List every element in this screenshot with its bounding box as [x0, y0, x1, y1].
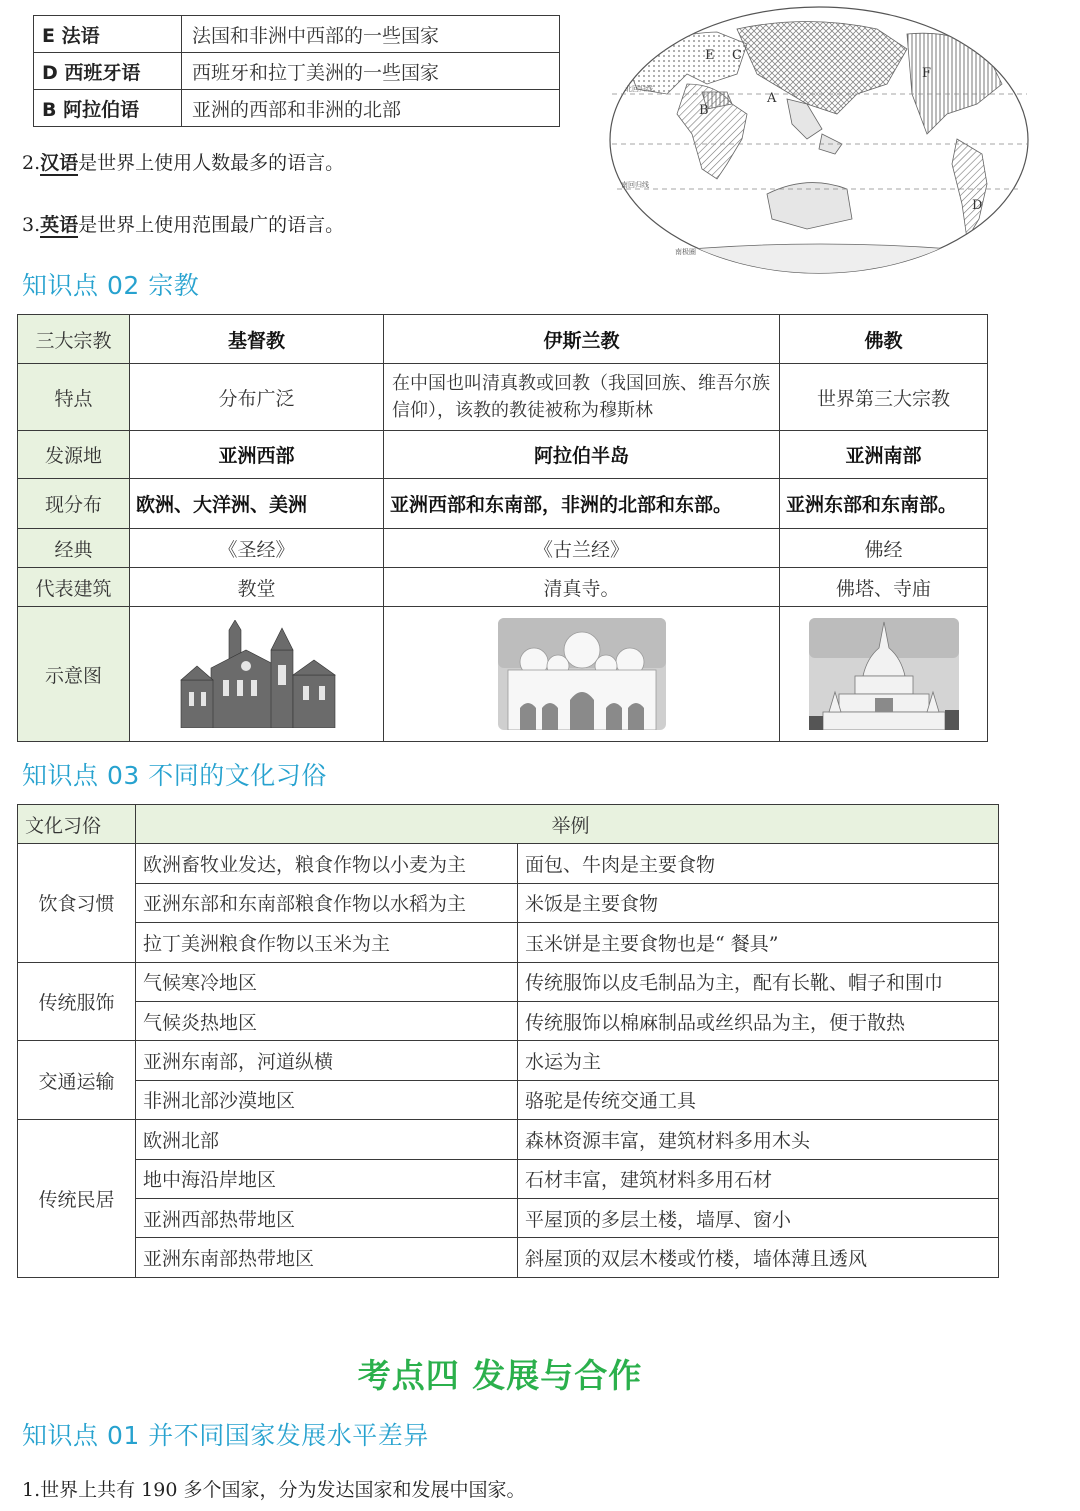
closing-paragraph: 1.世界上共有 190 多个国家，分为发达国家和发展中国家。: [22, 1479, 526, 1501]
row-header: 代表建筑: [18, 568, 130, 607]
table-cell: 阿拉伯半岛: [384, 431, 780, 479]
table-cell: 非洲北部沙漠地区: [136, 1080, 518, 1119]
table-cell: 佛经: [780, 529, 988, 568]
table-cell: 亚洲东南部，河道纵横: [136, 1041, 518, 1080]
table-cell: [130, 607, 384, 742]
knowledge-point-customs: 知识点 03 不同的文化习俗: [22, 761, 327, 790]
table-cell: 玉米饼是主要食物也是“ 餐具”: [518, 923, 999, 962]
table-cell: 传统服饰以棉麻制品或丝织品为主，便于散热: [518, 1001, 999, 1040]
table-cell: 在中国也叫清真教或回教（我国回族、维吾尔族信仰），该教的教徒被称为穆斯林: [384, 364, 780, 431]
table-cell: 面包、牛肉是主要食物: [518, 844, 999, 883]
table-row: [18, 1080, 999, 1119]
table-cell: 亚洲西部: [130, 431, 384, 479]
world-language-map: [607, 4, 1031, 276]
column-header: 文化习俗: [18, 805, 136, 844]
row-header: 现分布: [18, 479, 130, 529]
table-cell: [780, 607, 988, 742]
mosque-illustration: [498, 618, 666, 730]
row-header: 三大宗教: [18, 315, 130, 364]
note-keyword: 英语: [40, 214, 79, 236]
map-label: D: [972, 198, 983, 213]
table-cell: 森林资源丰富，建筑材料多用木头: [518, 1120, 999, 1159]
table-row: [18, 1001, 999, 1040]
table-row: [18, 1159, 999, 1198]
column-header: 佛教: [780, 315, 988, 364]
row-header: 特点: [18, 364, 130, 431]
map-label: B: [699, 103, 709, 118]
category-cell: 交通运输: [18, 1041, 136, 1120]
table-row: [18, 315, 988, 364]
church-illustration: [171, 620, 343, 728]
table-row: [34, 16, 560, 53]
table-row: [18, 1238, 999, 1277]
category-cell: 传统民居: [18, 1120, 136, 1278]
table-cell: 亚洲南部: [780, 431, 988, 479]
table-row: [18, 529, 988, 568]
row-header: 经典: [18, 529, 130, 568]
map-line-label: 北回归线: [625, 85, 653, 93]
map-label: A: [767, 91, 777, 106]
knowledge-point-development: 知识点 01 并不同国家发展水平差异: [22, 1421, 429, 1450]
language-name: B 阿拉伯语: [34, 90, 182, 127]
table-cell: 斜屋顶的双层木楼或竹楼，墙体薄且透风: [518, 1238, 999, 1277]
category-cell: 饮食习惯: [18, 844, 136, 962]
map-label: C: [732, 48, 742, 63]
note-chinese: 2.汉语是世界上使用人数最多的语言。: [22, 152, 345, 174]
table-row: [18, 607, 988, 742]
pagoda-illustration: [809, 618, 959, 730]
table-cell: 地中海沿岸地区: [136, 1159, 518, 1198]
table-cell: 水运为主: [518, 1041, 999, 1080]
table-cell: 石材丰富，建筑材料多用石材: [518, 1159, 999, 1198]
table-cell: [384, 607, 780, 742]
category-cell: 传统服饰: [18, 962, 136, 1041]
column-header: 举例: [136, 805, 999, 844]
table-cell: 亚洲东南部热带地区: [136, 1238, 518, 1277]
language-name: E 法语: [34, 16, 182, 53]
religion-table: [17, 314, 988, 742]
table-cell: 世界第三大宗教: [780, 364, 988, 431]
table-row: [18, 962, 999, 1001]
table-cell: 分布广泛: [130, 364, 384, 431]
table-cell: 欧洲、大洋洲、美洲: [130, 479, 384, 529]
map-label: F: [922, 66, 932, 81]
section-title: 考点四 发展与合作: [357, 1356, 643, 1395]
table-row: [34, 53, 560, 90]
table-row: [18, 568, 988, 607]
table-cell: 佛塔、寺庙: [780, 568, 988, 607]
table-cell: 《古兰经》: [384, 529, 780, 568]
table-cell: 亚洲西部和东南部，非洲的北部和东部。: [384, 479, 780, 529]
table-cell: 气候炎热地区: [136, 1001, 518, 1040]
language-name: D 西班牙语: [34, 53, 182, 90]
map-line-label: 南回归线: [621, 181, 649, 189]
table-row: [18, 883, 999, 922]
language-region: 亚洲的西部和非洲的北部: [182, 90, 560, 127]
table-row: [18, 805, 999, 844]
customs-table: [17, 804, 999, 1278]
table-row: [18, 1120, 999, 1159]
table-cell: 米饭是主要食物: [518, 883, 999, 922]
table-cell: 传统服饰以皮毛制品为主，配有长靴、帽子和围巾: [518, 962, 999, 1001]
map-line-label: 南极圈: [675, 248, 696, 256]
table-cell: 拉丁美洲粮食作物以玉米为主: [136, 923, 518, 962]
column-header: 伊斯兰教: [384, 315, 780, 364]
table-row: [18, 1041, 999, 1080]
language-region: 法国和非洲中西部的一些国家: [182, 16, 560, 53]
table-row: [18, 923, 999, 962]
table-cell: 教堂: [130, 568, 384, 607]
table-row: [18, 364, 988, 431]
table-cell: 欧洲北部: [136, 1120, 518, 1159]
map-label: E: [705, 48, 715, 63]
table-row: [18, 1198, 999, 1237]
column-header: 基督教: [130, 315, 384, 364]
language-region: 西班牙和拉丁美洲的一些国家: [182, 53, 560, 90]
note-keyword: 汉语: [40, 152, 79, 174]
table-cell: 平屋顶的多层土楼，墙厚、窗小: [518, 1198, 999, 1237]
table-row: [18, 479, 988, 529]
table-cell: 亚洲东部和东南部粮食作物以水稻为主: [136, 883, 518, 922]
table-row: [18, 431, 988, 479]
table-row: [18, 844, 999, 883]
table-cell: 欧洲畜牧业发达，粮食作物以小麦为主: [136, 844, 518, 883]
table-cell: 清真寺。: [384, 568, 780, 607]
table-cell: 亚洲东部和东南部。: [780, 479, 988, 529]
table-cell: 气候寒冷地区: [136, 962, 518, 1001]
table-cell: 亚洲西部热带地区: [136, 1198, 518, 1237]
row-header: 发源地: [18, 431, 130, 479]
row-header: 示意图: [18, 607, 130, 742]
table-row: [34, 90, 560, 127]
note-english: 3.英语是世界上使用范围最广的语言。: [22, 214, 345, 236]
table-cell: 骆驼是传统交通工具: [518, 1080, 999, 1119]
language-table: [33, 15, 560, 127]
knowledge-point-religion: 知识点 02 宗教: [22, 271, 200, 300]
table-cell: 《圣经》: [130, 529, 384, 568]
